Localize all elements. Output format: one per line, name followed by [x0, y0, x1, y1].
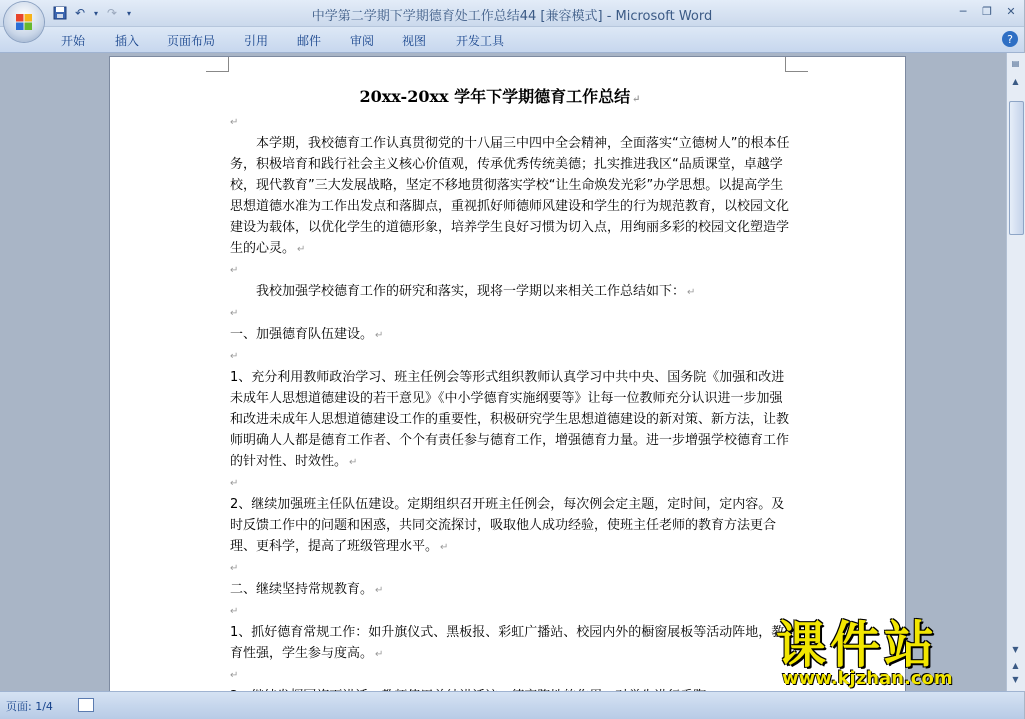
- office-button[interactable]: [4, 2, 44, 42]
- customize-toolbar-icon[interactable]: ▾: [126, 8, 131, 18]
- tab-review[interactable]: 审阅: [350, 34, 375, 48]
- empty-paragraph: ↵: [230, 606, 239, 617]
- empty-paragraph: ↵: [230, 478, 239, 489]
- crop-mark: [785, 57, 808, 72]
- empty-paragraph: ↵: [230, 563, 239, 574]
- next-page-icon[interactable]: ▼: [1012, 675, 1019, 684]
- tab-mailings[interactable]: 邮件: [297, 34, 322, 48]
- vertical-scrollbar[interactable]: [1006, 53, 1025, 691]
- paragraph-list: [230, 112, 790, 708]
- scroll-down-icon[interactable]: ▼: [1012, 645, 1019, 654]
- document-area: [0, 53, 1006, 691]
- paragraph: 1、抓好德育常规工作：如升旗仪式、黑板报、彩虹广播站、校园内外的橱窗展板等活动阵地，教育性强，学生参与度高。 ↵: [230, 625, 785, 661]
- crop-mark: [206, 57, 229, 72]
- paragraph: 二、继续坚持常规教育。 ↵: [230, 582, 384, 597]
- title-bar: [0, 0, 1024, 27]
- empty-paragraph: ↵: [230, 351, 239, 362]
- proofing-icon[interactable]: [78, 698, 94, 712]
- office-logo-icon: [15, 13, 33, 31]
- ruler-toggle-icon[interactable]: ▤: [1011, 59, 1020, 68]
- tab-developer[interactable]: 开发工具: [456, 34, 505, 48]
- minimize-icon[interactable]: ─: [959, 4, 967, 18]
- empty-paragraph: ↵: [230, 117, 239, 128]
- ribbon-tabs: [0, 27, 1024, 53]
- help-icon[interactable]: ?: [1002, 31, 1018, 47]
- document-title: 20xx-20xx 学年下学期德育工作总结 ↵: [359, 87, 641, 106]
- undo-icon[interactable]: ↶: [74, 6, 86, 20]
- empty-paragraph: ↵: [230, 670, 239, 681]
- scroll-thumb[interactable]: [1009, 101, 1024, 235]
- empty-paragraph: ↵: [230, 265, 239, 276]
- paragraph: 本学期，我校德育工作认真贯彻党的十八届三中四中全会精神，全面落实“立德树人”的根本任务，积极培育和践行社会主义核心价值观，传承优秀传统美德；扎实推进我区“品质课堂，卓越学校，现代教育”三大发展战略，坚定不移地贯彻落实学校“让生命焕发光彩”办学思想。以提高学生思想道德水准为工作出发点和落脚点，重视抓好师德师风建设和学生的行为规范教育，以校园文化建设为载体，以优化学生的道德形象，培养学生良好习惯为切入点，用绚丽多彩的校园文化塑造学生的心灵。 ↵: [230, 136, 790, 256]
- tab-references[interactable]: 引用: [244, 34, 269, 48]
- paragraph: 我校加强学校德育工作的研究和落实，现将一学期以来相关工作总结如下： ↵: [256, 284, 696, 299]
- dropdown-icon[interactable]: ▾: [93, 8, 98, 18]
- tab-home[interactable]: 开始: [61, 34, 86, 48]
- paragraph: 1、充分利用教师政治学习、班主任例会等形式组织教师认真学习中共中央、国务院《加强和改进未成年人思想道德建设的若干意见》《中小学德育实施纲要等》让每一位教师充分认识进一步加强和改进未成年人思想道德建设工作的重要性，积极研究学生思想道德建设的新对策、新方法，让教师明确人人都是德育工作者、个个有责任参与德育工作，增强德育力量。进一步增强学校德育工作的针对性、时效性。 ↵: [230, 370, 790, 469]
- paragraph: 一、加强德育队伍建设。 ↵: [230, 327, 384, 342]
- previous-page-icon[interactable]: ▲: [1012, 661, 1019, 670]
- close-icon[interactable]: ✕: [1006, 4, 1016, 18]
- paragraph: 2、继续加强班主任队伍建设。定期组织召开班主任例会，每次例会定主题，定时间，定内容。及时反馈工作中的问题和困惑，共同交流探讨，吸取他人成功经验，使班主任老师的教育方法更合理、更科学，提高了班级管理水平。 ↵: [230, 497, 785, 554]
- watermark-cn: 课件站: [776, 616, 938, 674]
- tab-insert[interactable]: 插入: [115, 34, 140, 48]
- empty-paragraph: ↵: [230, 308, 239, 319]
- document-body[interactable]: [230, 85, 790, 708]
- window-controls: [954, 2, 1020, 20]
- tab-page-layout[interactable]: 页面布局: [167, 34, 216, 48]
- restore-icon[interactable]: ❐: [982, 4, 992, 18]
- status-bar: [0, 691, 1024, 719]
- watermark-url: www.kjzhan.com: [782, 668, 953, 689]
- page-count[interactable]: 页面: 1/4: [6, 700, 53, 713]
- tab-view[interactable]: 视图: [402, 34, 427, 48]
- window-title: 中学第二学期下学期德育处工作总结44 [兼容模式] - Microsoft Word: [311, 9, 713, 24]
- redo-icon[interactable]: ↷: [106, 6, 118, 20]
- scroll-up-icon[interactable]: ▲: [1012, 77, 1019, 86]
- watermark-logo: [776, 618, 1016, 690]
